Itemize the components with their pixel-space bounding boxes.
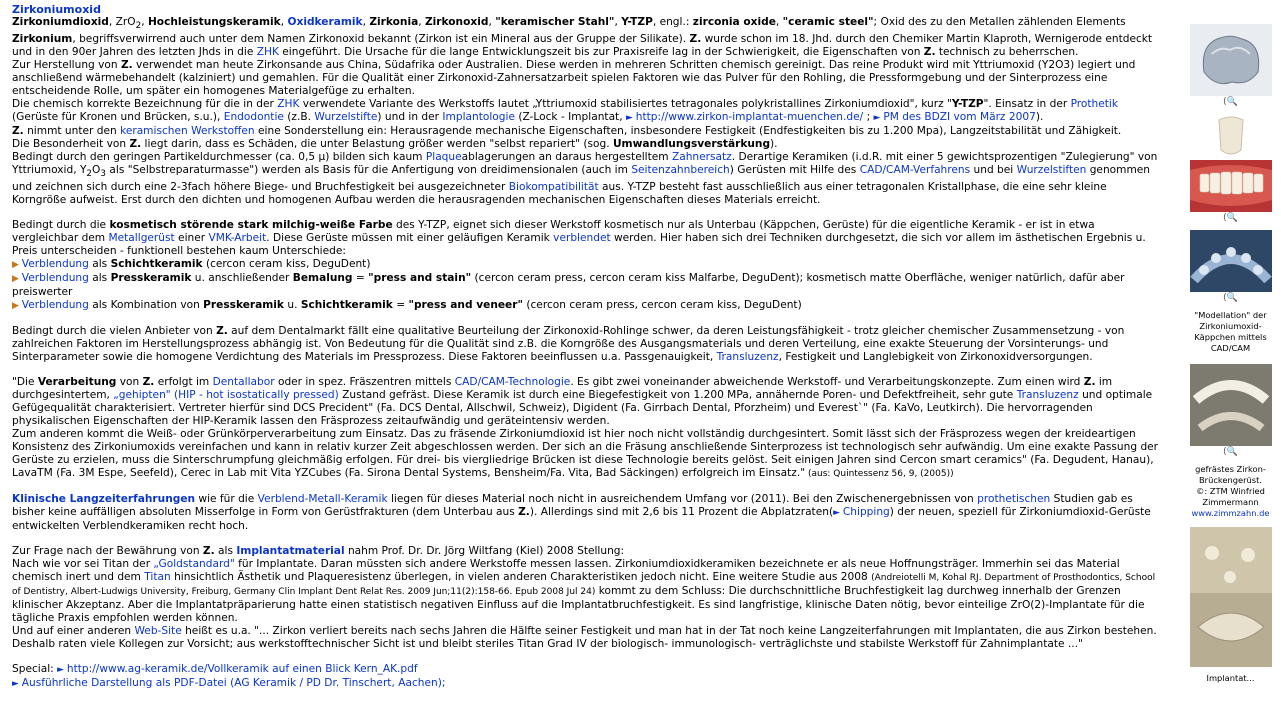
crown-cad-image[interactable] bbox=[1190, 24, 1272, 96]
link-chipping[interactable]: Chipping bbox=[842, 506, 890, 519]
bullet-triangle-icon: ▶ bbox=[12, 301, 22, 312]
link-implantologie[interactable]: Implantologie bbox=[442, 111, 515, 124]
link-oxidkeramik[interactable]: Oxidkeramik bbox=[287, 16, 363, 28]
link-goldstandard[interactable]: „Goldstandard" bbox=[153, 558, 235, 571]
link-web-site[interactable]: Web-Site bbox=[134, 625, 182, 638]
link-cad-cam-verfahren[interactable]: CAD/CAM-Verfahrens bbox=[859, 164, 971, 177]
link-zirkon-implantat-muenchen[interactable]: http://www.zirkon-implantat-muenchen.de/ bbox=[635, 111, 864, 124]
link-titan[interactable]: Titan bbox=[144, 571, 171, 584]
external-link-arrow-icon: ► bbox=[57, 665, 67, 676]
link-cad-cam-technologie[interactable]: CAD/CAM-Technologie bbox=[454, 376, 571, 389]
link-endodontie[interactable]: Endodontie bbox=[223, 111, 284, 124]
zoom-icon[interactable]: (🔍 bbox=[1223, 293, 1238, 303]
paragraph-qualitaet: Bedingt durch die vielen Anbieter von Z. auf dem Dentalmarkt fällt eine qualitative Beurteilung der Zirkonoxid-Rohlinge schwer, da deren Leistungsfähigkeit - trotz gleicher chemischer Zusammensetzung - von zahlreichen Faktoren im Herstellungsprozess abhängig ist. Von Bedeutung für die Qualität sind z.B. die Korngröße des Ausgangsmaterials und deren Verteilung, eine exakte Steuerung der Vorsinterungs- und Sinterparameter sowie die homogene Verdichtung des Materials im Pressprozess. Diese Faktoren beeinflussen u.a. Passgenauigkeit, Transluzenz, Festigkeit und Langlebigkeit von Zirkonoxidversorgungen. bbox=[12, 325, 1125, 364]
link-implantatmaterial[interactable]: Implantatmaterial bbox=[236, 545, 345, 558]
zoom-icon[interactable]: (🔍 bbox=[1223, 447, 1238, 457]
link-ag-keramik-pdf[interactable]: http://www.ag-keramik.de/Vollkeramik auf einen Blick Kern_AK.pdf bbox=[66, 663, 418, 676]
link-verblendung-3[interactable]: Verblendung bbox=[21, 299, 89, 312]
external-link-arrow-icon: ► bbox=[12, 679, 22, 690]
link-wurzelstiften[interactable]: Wurzelstiften bbox=[1016, 164, 1087, 177]
link-transluzenz[interactable]: Transluzenz bbox=[716, 351, 779, 364]
image-caption: Implantat... bbox=[1206, 673, 1255, 683]
implant-model-image[interactable] bbox=[1190, 527, 1272, 667]
image-caption: "Modellation" der Zirkoniumoxid-Käppchen mittels CAD/CAM bbox=[1194, 310, 1267, 353]
link-klinische-langzeiterfahrungen[interactable]: Klinische Langzeiterfahrungen bbox=[12, 493, 196, 506]
special-links: Special: ► http://www.ag-keramik.de/Vollkeramik auf einen Blick Kern_AK.pdf ► Ausführliche Darstellung als PDF-Datei (AG Keramik / PD Dr. Tinschert, Aachen); bbox=[12, 663, 446, 690]
link-dentallabor[interactable]: Dentallabor bbox=[212, 376, 275, 389]
link-metallgeruest[interactable]: Metallgerüst bbox=[108, 232, 175, 245]
link-verblendet[interactable]: verblendet bbox=[553, 232, 611, 245]
link-gehipten[interactable]: „gehipten" (HIP - hot isostatically pressed) bbox=[113, 389, 339, 402]
link-prothetik[interactable]: Prothetik bbox=[1070, 98, 1119, 111]
external-link-arrow-icon: ► bbox=[873, 113, 884, 124]
paragraph-verarbeitung: "Die Verarbeitung von Z. erfolgt im Dentallabor oder in spez. Fräszentren mittels CAD/CAM-Technologie. Es gibt zwei voneinander abweichende Werkstoff- und Verarbeitungskonzepte. Zum einen wird Z. im durchgesintertem, „gehipten" (HIP - hot isostatically pressed) Zustand gefräst. Diese Keramik ist durch eine Biegefestigkeit von 1.200 MPa, annähernde Poren- und Defektfreiheit, sehr gute Transluzenz und optimale Gefügequalität charakterisiert. Vertreter hierfür sind DCS Precident" (Fa. DCS Dental, Allschwil, Schweiz), Digident (Fa. Girrbach Dental, Pforzheim) und Everest`" (Fa. KaVo, Leutkirch). Die hervorragenden physikalischen Eigenschaften der HIP-Keramik lassen den Fräsprozess zeitaufwändig und geräteintensiv werden. Zum anderen kommt die Weiß- oder Grünkörperverarbeitung zum Einsatz. Das zu fräsende Zirkoniumdioxid ist hier noch nicht vollständig durchgesintert. Somit lässt sich der Fräsprozess wegen der kreideartigen Konsistenz des Zirkoniumoxids vereinfachen und kann in relativ kurzer Zeit abgeschlossen werden. Der sich an die Fräsung anschließende Sinterprozess ist technologisch sehr aufwändig. Um eine exakte Passung der Gerüste zu erzielen, muss die Sinterschrumpfung gleichmäßig erfolgen. Für drei- bis viergliedrige Brücken ist diese Technologie bereits gelöst. Seit einigen Jahren sind Cercon smart ceramics" (Fa. Degudent, Hanau), LavaTM (Fa. 3M Espe, Seefeld), Cerec in Lab mit Vita YZCubes (Fa. Sirona Dental Systems, Bensheim/Fa. Vita, Bad Säckingen) erfolgreich im Einsatz." (aus: Quintessenz 56, 9, (2005)) bbox=[12, 376, 1159, 480]
link-prothetischen[interactable]: prothetischen bbox=[977, 493, 1051, 506]
bullet-triangle-icon: ▶ bbox=[12, 260, 22, 271]
link-zahnersatz[interactable]: Zahnersatz bbox=[671, 151, 732, 164]
link-verblendung-1[interactable]: Verblendung bbox=[21, 258, 89, 271]
paragraph-langzeit: Klinische Langzeiterfahrungen wie für die Verblend-Metall-Keramik liegen für dieses Material noch nicht in ausreichendem Umfang vor (2011). Bei den Zwischenergebnissen von prothetischen Studien gab es bisher keine auffälligen absoluten Misserfolge in Form von Gerüstfrakturen (dem Unterbau aus Z.). Allerdings sind mit 2,6 bis 11 Prozent die Abplatzraten(► Chipping) der neuen, speziell für Zirkoniumdioxid-Gerüste entwickelten Verblendkeramiken recht hoch. bbox=[12, 493, 1151, 533]
smile-teeth-image[interactable] bbox=[1190, 160, 1272, 212]
link-wurzelstifte[interactable]: Wurzelstifte bbox=[314, 111, 378, 124]
image-caption: gefrästes Zirkon- Brückengerüst. ©: ZTM Winfried Zimmermann www.zimmzahn.de bbox=[1191, 464, 1270, 518]
cad-cam-copings-image[interactable] bbox=[1190, 230, 1272, 292]
zoom-icon[interactable]: (🔍 bbox=[1223, 213, 1238, 223]
link-seitenzahnbereich[interactable]: Seitenzahnbereich bbox=[631, 164, 730, 177]
link-plaque[interactable]: Plaque bbox=[425, 151, 462, 164]
link-verblend-metall-keramik[interactable]: Verblend-Metall-Keramik bbox=[257, 493, 388, 506]
external-link-arrow-icon: ► bbox=[625, 113, 636, 124]
crown-tooth-image[interactable] bbox=[1215, 114, 1247, 158]
link-pm-bdzi[interactable]: PM des BDZI vom März 2007 bbox=[883, 111, 1036, 124]
link-keramische-werkstoffe[interactable]: keramischen Werkstoffen bbox=[120, 125, 255, 138]
link-zhk[interactable]: ZHK bbox=[256, 46, 279, 59]
external-link-arrow-icon: ► bbox=[833, 508, 843, 519]
paragraph-verblendung: Bedingt durch die kosmetisch störende stark milchig-weiße Farbe des Y-TZP, eignet sich dieser Werkstoff kosmetisch nur als Unterbau (Käppchen, Gerüste) für die eigentliche Keramik - er ist in etwa vergleichbar dem Metallgerüst einer VMK-Arbeit. Diese Gerüste müssen mit einer geläufigen Keramik verblendet werden. Hier haben sich drei Techniken durchgesetzt, die sich vor allem im ästhetischen Ergebnis u. Preis unterscheiden - funktionell bestehen kaum Unterschiede: ▶ Verblendung als Schichtkeramik (cercon ceram kiss, DeguDent) ▶ Verblendung als Presskeramik u. anschließender Bemalung = "press and stain" (cercon ceram press, cercon ceram kiss Malfarbe, DeguDent); kosmetisch matte Oberfläche, weniger natürlich, dafür aber preiswerter ▶ Verblendung als Kombination von Presskeramik u. Schichtkeramik = "press and veneer" (cercon ceram press, cercon ceram kiss, DeguDent) bbox=[12, 219, 1146, 312]
link-transluzenz-2[interactable]: Transluzenz bbox=[1016, 389, 1079, 402]
bullet-triangle-icon: ▶ bbox=[12, 274, 22, 285]
link-verblendung-2[interactable]: Verblendung bbox=[21, 272, 89, 285]
paragraph-intro: Zirkoniumdioxid, ZrO$_2$, Hochleistungskeramik, Oxidkeramik, Zirkonia, Zirkonoxid, "keramischer Stahl", Y-TZP, engl.: zirconia oxide, "ceramic steel"; Oxid des zu den Metallen zählenden Elements Zirkonium, begriffsverwirrend auch unter dem Namen Zirkonoxid bekannt (Zirkon ist ein Mineral aus der Gruppe der Silikate). Z. wurde schon im 18. Jhd. durch den Chemiker Martin Klaproth, Wernigerode entdeckt und in den 90er Jahren des letzten Jhds in die ZHK eingeführt. Die Ursache für die lange Entwicklungszeit bis zur Praxisreife lag in der Schwierigkeit, die Eigenschaften von Z. technisch zu beherrschen. Zur Herstellung von Z. verwendet man heute Zirkonsande aus China, Südafrika oder Australien. Diese werden in mehreren Schritten chemisch gereinigt. Das reine Produkt wird mit Yttriumoxid (Y2O3) legiert und anschließend wärmebehandelt (kalziniert) und gemahlen. Für die Qualität einer Zirkonoxid-Zahnersatzarbeit spielen Faktoren wie das Pulver für den Rohling, die Pressformgebung und der Sinterprozess eine entscheidende Rolle, um später ein homogenes Materialgefüge zu erhalten. Die chemisch korrekte Bezeichnung für die in der ZHK verwendete Variante des Werkstoffs lautet „Yttriumoxid stabilisiertes tetragonales polykristallines Zirkoniumdioxid", kurz "Y-TZP". Einsatz in der Prothetik (Gerüste für Kronen und Brücken, s.u.), Endodontie (z.B. Wurzelstifte) und in der Implantologie (Z-Lock - Implantat, ► http://www.zirkon-implantat-muenchen.de/ ; ► PM des BDZI vom März 2007). Z. nimmt unter den keramischen Werkstoffen eine Sonderstellung ein: Herausragende mechanische Eigenschaften, insbesondere Festigkeit (Endfestigkeiten bis zu 1.200 Mpa), Langzeitstabilität und Zähigkeit. Die Besonderheit von Z. liegt darin, dass es Schäden, die unter Belastung größer werden "selbst repariert" (sog. Umwandlungsverstärkung). Bedingt durch den geringen Partikeldurchmesser (ca. 0,5 µ) bilden sich kaum Plaqueablagerungen an daraus hergestelltem Zahnersatz. Derartige Keramiken (i.d.R. mit einer 5 gewichtsprozentigen "Zulegierung" von Yttriumoxid, $Y_2O_3$ als "Selbstreparaturmasse") werden als Basis für die Anfertigung von dreidimensionalen (auch im Seitenzahnbereich) Gerüsten mit Hilfe des CAD/CAM-Verfahrens und bei Wurzelstiften genommen und zeichnen sich durch eine 2-3fach höhere Biege- und Bruchfestigkeit bei ausgezeichneter Biokompatibilität aus. Y-TZP besteht fast ausschließlich aus einer tetragonalen Kristallphase, die eine sehr kleine Korngröße aufweist. Erst durch den dichten und homogenen Aufbau werden die herausragenden mechanischen Eigenschaften dieses Materials erreicht. bbox=[12, 16, 1158, 207]
paragraph-implantat: Zur Frage nach der Bewährung von Z. als Implantatmaterial nahm Prof. Dr. Dr. Jörg Wiltfang (Kiel) 2008 Stellung: Nach wie vor sei Titan der „Goldstandard" für Implantate. Daran müssten sich andere Werkstoffe messen lassen. Zirkoniumdioxidkeramiken bezeichnete er als neue Hoffnungsträger. Immerhin sei das Material chemisch inert und dem Titan hinsichtlich Ästhetik und Plaqueresistenz überlegen, in vielen anderen Charakteristiken jedoch nicht. Eine weitere Studie aus 2008 (Andreiotelli M, Kohal RJ. Department of Prosthodontics, School of Dentistry, Albert-Ludwigs University, Freiburg, Germany Clin Implant Dent Relat Res. 2009 Jun;11(2):158-66. Epub 2008 Jul 24) kommt zu dem Schluss: Die durchschnittliche Bruchfestigkeit lag durchweg innerhalb der Grenzen klinischer Akzeptanz. Aber die Implantatpräparierung hatte einen statistisch negativen Einfluss auf die Implantatbruchfestigkeit. Es sind langfristige, klinische Daten nötig, bevor einteilige ZrO(2)-Implantate für die tägliche Praxis empfohlen werden können. Und auf einer anderen Web-Site heißt es u.a. "... Zirkon verliert bereits nach sechs Jahren die Hälfte seiner Festigkeit und man hat in der Tat noch keine Langzeiterfahrungen mit Implantaten, die aus Zirkon bestehen. Deshalb raten viele Kollegen zur Vorsicht; aus werkstofftechnischer Sicht ist und bleibt steriles Titan Grad IV der biologisch- immunologisch- verträglichste und stabilste Werkstoff für Zahnimplantate ..." bbox=[12, 545, 1157, 651]
link-pdf-datei[interactable]: Ausführliche Darstellung als PDF-Datei bbox=[21, 677, 227, 690]
link-biokompatibilitaet[interactable]: Biokompatibilität bbox=[508, 181, 599, 194]
zoom-icon[interactable]: (🔍 bbox=[1223, 97, 1238, 107]
link-vmk-arbeit[interactable]: VMK-Arbeit bbox=[208, 232, 267, 245]
link-zhk-2[interactable]: ZHK bbox=[277, 98, 300, 111]
term-zirkoniumdioxid: Zirkoniumdioxid bbox=[12, 16, 109, 28]
article bbox=[12, 3, 1160, 691]
link-zimmzahn[interactable]: www.zimmzahn.de bbox=[1191, 508, 1270, 518]
page-title: Zirkoniumoxid bbox=[12, 3, 101, 16]
image-sidebar bbox=[1180, 0, 1281, 688]
bridge-framework-image[interactable] bbox=[1190, 364, 1272, 446]
